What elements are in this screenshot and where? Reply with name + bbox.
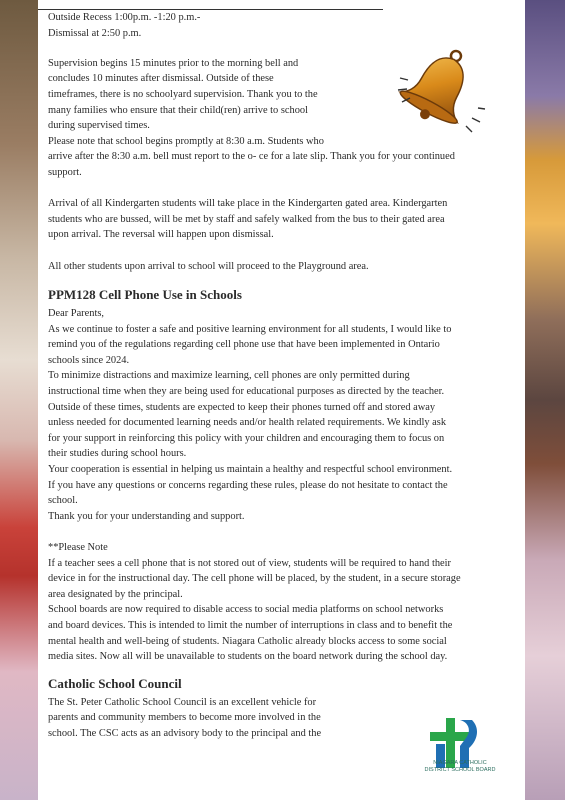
kindergarten-line: students who are bussed, will be met by staff and safely walked from the bus to their gated area — [48, 213, 445, 225]
outside-recess-text: Outside Recess 1:00p.m. -1:20 p.m.- — [48, 12, 201, 23]
supervision-line: arrive after the 8:30 a.m. bell must report to the o- ce for a late slip. Thank you for your continued — [48, 151, 455, 163]
cell-phone-paragraph — [48, 306, 518, 524]
cell-phone-line: instructional time when they are being used for educational purposes as directed by the teacher. — [48, 386, 445, 398]
cell-phone-line: schools since 2024. — [48, 354, 130, 366]
supervision-line: during supervised times. — [48, 120, 150, 132]
supervision-line: Please note that school begins promptly at 8:30 a.m. Students who — [48, 135, 324, 147]
background-right-photo — [525, 0, 565, 800]
logo-line-2: DISTRICT SCHOOL BOARD — [424, 766, 496, 773]
kindergarten-line: Arrival of all Kindergarten students will take place in the Kindergarten gated area. Kindergarten — [48, 198, 448, 210]
supervision-line: many families who ensure that their child(ren) arrive to school — [48, 104, 308, 116]
please-note-paragraph — [48, 540, 518, 665]
cell-phone-heading: PPM128 Cell Phone Use in Schools — [48, 287, 242, 303]
cell-phone-line: school. — [48, 495, 78, 507]
supervision-line: Supervision begins 15 minutes prior to the morning bell and — [48, 57, 299, 69]
note-line: **Please Note — [48, 542, 108, 553]
council-line: school. The CSC acts as an advisory body to the principal and the — [48, 727, 322, 739]
cell-phone-line: If you have any questions or concerns regarding these rules, please do not hesitate to contact the — [48, 479, 448, 491]
note-line: device in for the instructional day. The cell phone will be placed, by the student, in a secure storage — [48, 573, 461, 585]
note-line: mental health and well-being of students. Niagara Catholic already blocks access to some social — [48, 635, 447, 647]
kindergarten-line: upon arrival. The reversal will happen upon dismissal. — [48, 229, 274, 241]
cell-phone-line: As we continue to foster a safe and positive learning environment for all students, I would like to — [48, 323, 452, 335]
note-line: If a teacher sees a cell phone that is not stored out of view, students will be required to hand their — [48, 557, 451, 569]
cell-phone-line: unless needed for documented learning needs and/or health related requirements. We kindly ask — [48, 417, 447, 429]
background-left-photo — [0, 0, 38, 800]
council-line: The St. Peter Catholic School Council is an excellent vehicle for — [48, 696, 317, 708]
note-line: School boards are now required to disable access to social media platforms on school networks — [48, 604, 444, 616]
niagara-catholic-logo — [416, 706, 506, 786]
cell-phone-line: remind you of the regulations regarding cell phone use that have been implemented in Ontario — [48, 339, 440, 351]
supervision-line: timeframes, there is no schoolyard supervision. Thank you to the — [48, 88, 318, 100]
supervision-line: support. — [48, 166, 82, 178]
cell-phone-line: Outside of these times, students are expected to keep their phones turned off and stored away — [48, 401, 436, 413]
note-line: media sites. Now all will be unavailable to students on the board network during the school day. — [48, 651, 448, 663]
cell-phone-line: Thank you for your understanding and support. — [48, 510, 245, 522]
school-bell-icon — [394, 38, 486, 134]
newsletter-page — [38, 0, 525, 800]
cell-phone-line: Dear Parents, — [48, 308, 104, 320]
cell-phone-line: for your support in reinforcing this policy with your children and encouraging them to focus on — [48, 432, 445, 444]
dismissal-text: Dismissal at 2:50 p.m. — [48, 27, 142, 39]
cell-phone-line: To minimize distractions and maximize learning, cell phones are only permitted during — [48, 370, 410, 382]
cell-phone-line: Your cooperation is essential in helping us maintain a healthy and respectful school environment. — [48, 464, 453, 476]
note-line: and board devices. This is intended to limit the number of interruptions in class and to benefit the — [48, 619, 453, 631]
note-line: area designated by the principal. — [48, 588, 183, 600]
supervision-line: concludes 10 minutes after dismissal. Outside of these — [48, 73, 274, 85]
council-line: parents and community members to become more involved in the — [48, 712, 321, 724]
kindergarten-paragraph — [48, 196, 518, 243]
logo-line-1: NIAGARA CATHOLIC — [433, 760, 487, 766]
logo-caption — [408, 760, 512, 773]
cell-phone-line: their studies during school hours. — [48, 448, 187, 460]
playground-text: All other students upon arrival to school will proceed to the Playground area. — [48, 260, 369, 272]
council-heading: Catholic School Council — [48, 675, 182, 691]
